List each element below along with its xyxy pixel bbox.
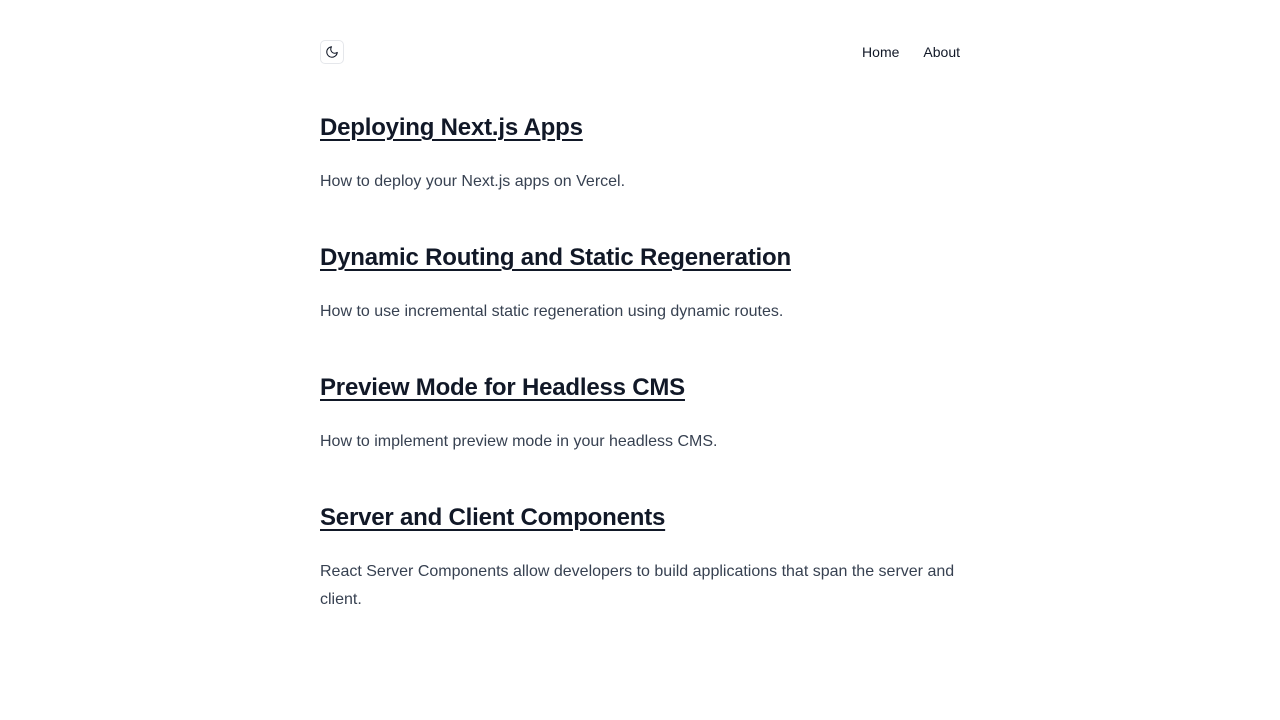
post-item (320, 504, 960, 614)
post-title (320, 244, 960, 272)
nav-link-about[interactable]: About (923, 44, 960, 60)
page-container (320, 0, 960, 614)
post-summary: React Server Components allow developers to build applications that span the server and client. (320, 563, 955, 608)
site-header (320, 40, 960, 64)
post-summary: How to deploy your Next.js apps on Vercel. (320, 173, 626, 190)
post-item (320, 114, 960, 196)
moon-icon (325, 45, 339, 59)
post-summary: How to implement preview mode in your headless CMS. (320, 433, 718, 450)
nav-link-home[interactable]: Home (862, 44, 900, 60)
post-title (320, 374, 960, 402)
post-item (320, 244, 960, 326)
post-title-link[interactable]: Preview Mode for Headless CMS (320, 374, 685, 401)
post-title-link[interactable]: Deploying Next.js Apps (320, 114, 583, 141)
post-title (320, 114, 960, 142)
main-nav (862, 40, 960, 64)
post-title (320, 504, 960, 532)
post-list (320, 114, 960, 614)
post-summary: How to use incremental static regeneration using dynamic routes. (320, 303, 784, 320)
theme-toggle-button[interactable] (320, 40, 344, 64)
post-title-link[interactable]: Dynamic Routing and Static Regeneration (320, 244, 791, 271)
post-title-link[interactable]: Server and Client Components (320, 504, 666, 531)
post-item (320, 374, 960, 456)
